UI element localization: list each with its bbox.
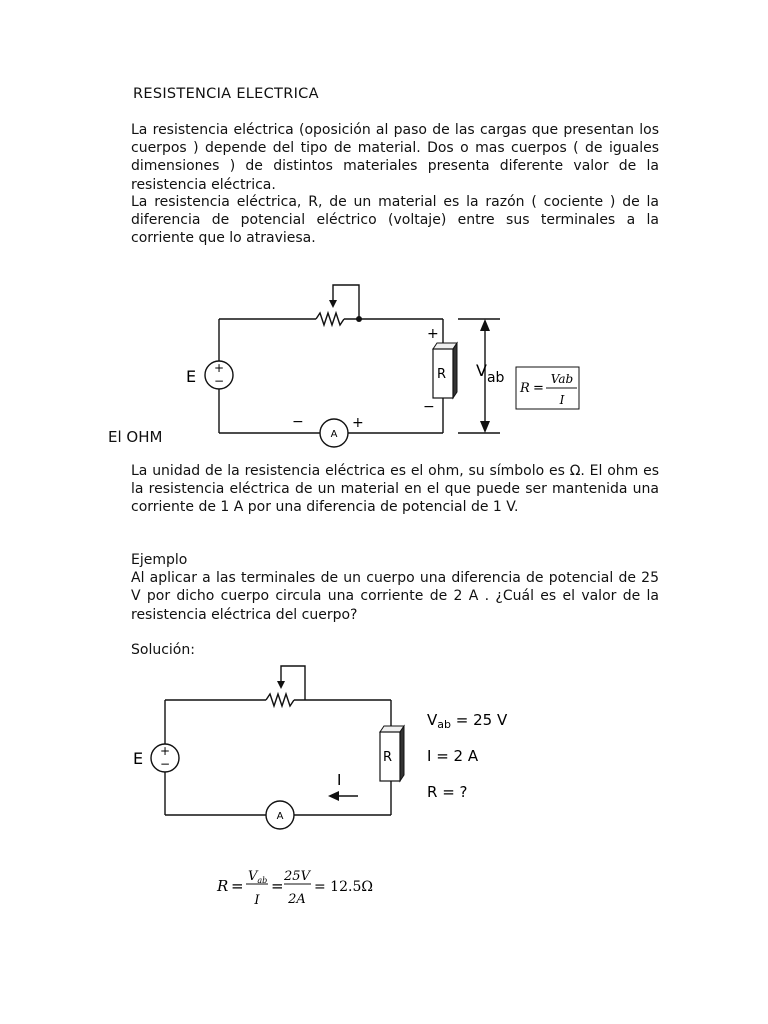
final-den2: 2A xyxy=(288,892,306,907)
final-den1: I xyxy=(254,893,260,908)
final-eq2: = xyxy=(271,877,284,895)
final-num2: 25V xyxy=(284,869,310,884)
current-value-line: I = 2 A xyxy=(427,747,479,765)
formula-numerator-1: Vab xyxy=(550,372,574,386)
terminal-minus-1: − xyxy=(423,399,435,415)
resistor-label-1: R xyxy=(437,367,447,382)
final-result: = 12.5Ω xyxy=(314,879,373,895)
final-lhs: R xyxy=(217,877,229,895)
source-plus-1: + xyxy=(213,361,225,375)
current-label-2: I xyxy=(337,771,342,789)
ammeter-label-2: A xyxy=(276,811,284,822)
paragraph-ohm: La unidad de la resistencia eléctrica es el ohm, su símbolo es Ω. El ohm es la resistencia eléctrica de un material en el que puede ser mantenida una corriente de 1 A por una diferencia de potencial de 1 V. xyxy=(131,463,659,516)
vab-value-line: $V_{ab} = 25$ V xyxy=(427,711,508,731)
formula-denominator-1: I xyxy=(559,393,565,407)
ammeter-plus-1: + xyxy=(352,415,364,431)
ohm-heading: El OHM xyxy=(108,428,163,446)
paragraph-definition: La resistencia eléctrica (oposición al paso de las cargas que presentan los cuerpos ) depende del tipo de material. Dos o mas cuerpos ( de iguales dimensiones ) de distintos materiales presenta diferente valor de la resistencia eléctrica. xyxy=(131,122,659,193)
example-text: Al aplicar a las terminales de un cuerpo una diferencia de potencial de 25 V por dicho cuerpo circula una corriente de 2 A . ¿Cuál es el valor de la resistencia eléctrica del cuerpo? xyxy=(131,570,659,623)
document-title: RESISTENCIA ELECTRICA xyxy=(133,86,319,102)
formula-lhs-1: R xyxy=(520,381,530,396)
example-label: Ejemplo xyxy=(131,552,188,568)
terminal-plus-1: + xyxy=(427,326,439,342)
source-label-2: E xyxy=(133,749,144,768)
source-minus-1: − xyxy=(213,374,225,388)
formula-eq-1: = xyxy=(533,381,544,396)
source-label-1: E xyxy=(186,367,197,386)
final-eq1: = xyxy=(231,877,244,895)
paragraph-ratio: La resistencia eléctrica, R, de un material es la razón ( cociente ) de la diferencia de potencial eléctrico (voltaje) entre sus terminales a la corriente que lo atraviesa. xyxy=(131,194,659,247)
ammeter-minus-1: − xyxy=(292,414,304,430)
source-minus-2: − xyxy=(159,757,171,771)
final-num1: $V_{ab}$ xyxy=(248,869,268,885)
solution-label: Solución: xyxy=(131,642,195,658)
source-plus-2: + xyxy=(159,744,171,758)
ammeter-label-1: A xyxy=(330,429,338,440)
vab-label-1: Vab xyxy=(476,361,505,386)
resistance-unknown-line: R = ? xyxy=(427,783,468,801)
resistor-label-2: R xyxy=(383,750,393,765)
